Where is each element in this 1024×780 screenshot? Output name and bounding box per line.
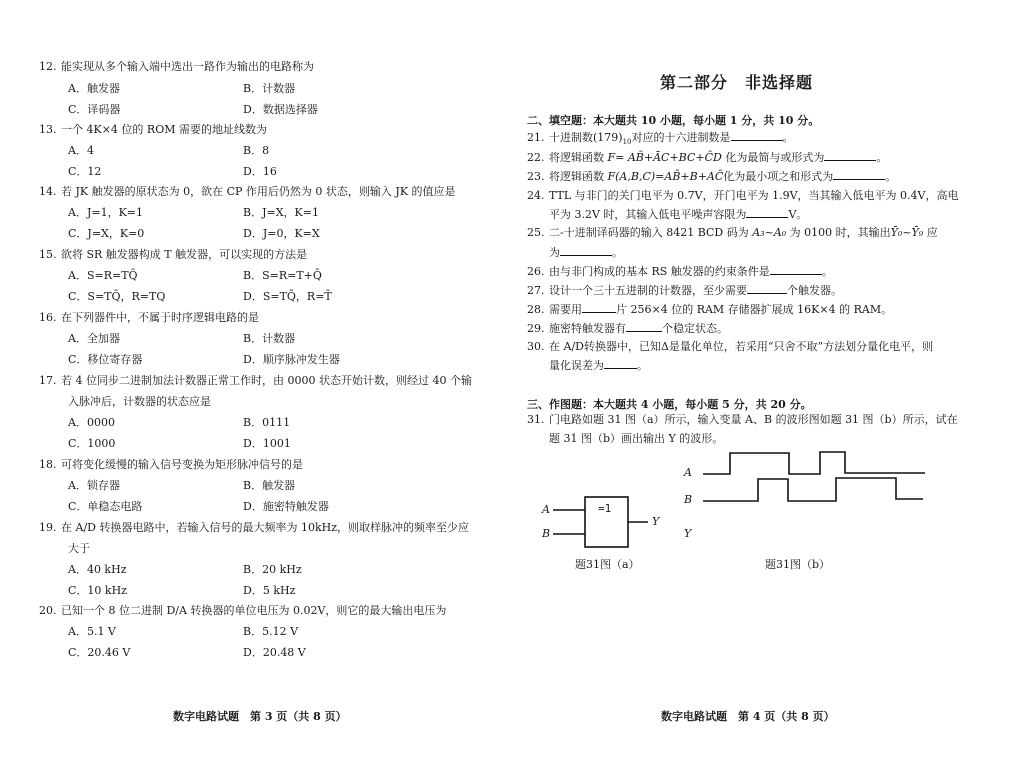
q16-option-c: C．移位寄存器 (68, 353, 143, 366)
q20-option-a: A．5.1 V (68, 625, 116, 638)
q17-option-b: B．0111 (243, 416, 291, 429)
question-30-cont: 量化误差为 。 (549, 359, 648, 372)
section-drawing-header: 三、作图题：本大题共 4 小题，每小题 5 分，共 20 分。 (527, 398, 812, 411)
question-25-cont: 为 。 (549, 246, 623, 259)
waveform-b (703, 478, 923, 501)
q19-option-b: B．20 kHz (243, 563, 302, 576)
question-17-cont: 入脉冲后，计数器的状态应是 (68, 395, 211, 408)
q14-option-b: B．J=X，K=1 (243, 206, 319, 219)
question-20: 20. 已知一个 8 位二进制 D/A 转换器的单位电压为 0.02V，则它的最大输出电压为 (39, 604, 447, 617)
q18-option-a: A．锁存器 (68, 479, 120, 492)
q14-option-c: C．J=X，K=0 (68, 227, 145, 240)
figure-b-caption: 题31图（b） (765, 558, 831, 571)
part-title: 第二部分 非选择题 (660, 73, 814, 92)
wave-label-y: Y (684, 527, 692, 540)
question-27: 27. 设计一个三十五进制的计数器，至少需要 个触发器。 (527, 284, 842, 297)
question-12: 12. 能实现从多个输入端中选出一路作为输出的电路称为 (39, 60, 314, 73)
q19-option-d: D．5 kHz (243, 584, 296, 597)
q17-option-d: D．1001 (243, 437, 291, 450)
q16-option-b: B．计数器 (243, 332, 296, 345)
q18-option-b: B．触发器 (243, 479, 296, 492)
question-18: 18. 可将变化缓慢的输入信号变换为矩形脉冲信号的是 (39, 458, 303, 471)
question-19-cont: 大于 (68, 542, 90, 555)
figure-a-caption: 题31图（a） (575, 558, 640, 571)
question-31-cont: 题 31 图（b）画出输出 Y 的波形。 (549, 432, 724, 445)
gate-label-b: B (542, 527, 551, 540)
question-31: 31. 门电路如题 31 图（a）所示，输入变量 A、B 的波形图如题 31 图（b）所示，试在 (527, 413, 958, 426)
page-footer-right: 数字电路试题 第 4 页（共 8 页） (661, 710, 835, 723)
q15-option-b: B．S=R=T+Q̄ (243, 269, 322, 282)
question-29: 29. 施密特触发器有 个稳定状态。 (527, 322, 728, 335)
q12-option-b: B．计数器 (243, 82, 296, 95)
question-23: 23. 将逻辑函数 F(A,B,C)=AB̄+B+AC̄化为最小项之和形式为 。 (527, 170, 897, 183)
q12-option-d: D．数据选择器 (243, 103, 318, 116)
q13-option-a: A．4 (68, 144, 94, 157)
question-30: 30. 在 A/D转换器中，已知Δ是量化单位，若采用“只舍不取”方法划分量化电平，则 (527, 340, 934, 353)
wave-label-a: A (684, 466, 692, 479)
q18-option-c: C．单稳态电路 (68, 500, 143, 513)
q13-option-d: D．16 (243, 165, 277, 178)
q17-option-a: A．0000 (68, 416, 115, 429)
gate-label-y: Y (652, 515, 660, 528)
waveform-a (703, 452, 925, 474)
q13-option-c: C．12 (68, 165, 102, 178)
q19-option-c: C．10 kHz (68, 584, 127, 597)
page-footer-left: 数字电路试题 第 3 页（共 8 页） (173, 710, 347, 723)
q12-option-c: C．译码器 (68, 103, 121, 116)
question-16: 16. 在下列器件中，不属于时序逻辑电路的是 (39, 311, 259, 324)
section-fill-in-header: 二、填空题：本大题共 10 小题，每小题 1 分，共 10 分。 (527, 114, 820, 127)
q13-option-b: B．8 (243, 144, 270, 157)
question-22: 22. 将逻辑函数 F= AB̄+ĀC+BC+C̄D 化为最简与或形式为 。 (527, 151, 888, 164)
question-25: 25. 二-十进制译码器的输入 8421 BCD 码为 A₃~A₀ 为 0100 时，其输出Ȳ₀~Ȳ₉ 应 (527, 226, 938, 239)
q14-option-d: D．J=0，K=X (243, 227, 320, 240)
q14-option-a: A．J=1，K=1 (68, 206, 144, 219)
question-19: 19. 在 A/D 转换器电路中，若输入信号的最大频率为 10kHz，则取样脉冲的频率至少应 (39, 521, 470, 534)
question-24-cont: 平为 3.2V 时，其输入低电平噪声容限为 V。 (549, 208, 808, 221)
question-14: 14. 若 JK 触发器的原状态为 0，欲在 CP 作用后仍然为 0 状态，则输入 JK 的值应是 (39, 185, 456, 198)
question-21: 21. 十进制数$(179)_{10}$对应的十六进制数是 。 (527, 131, 794, 147)
q20-option-c: C．20.46 V (68, 646, 131, 659)
question-15: 15. 欲将 SR 触发器构成 T 触发器，可以实现的方法是 (39, 248, 308, 261)
q16-option-a: A．全加器 (68, 332, 120, 345)
wave-label-b: B (684, 493, 693, 506)
question-28: 28. 需要用 片 256×4 位的 RAM 存储器扩展成 16K×4 的 RAM。 (527, 303, 893, 316)
q18-option-d: D．施密特触发器 (243, 500, 329, 513)
q12-option-a: A．触发器 (68, 82, 120, 95)
question-26: 26. 由与非门构成的基本 RS 触发器的约束条件是 。 (527, 265, 833, 278)
q20-option-b: B．5.12 V (243, 625, 299, 638)
q15-option-d: D．S=TQ̄，R=T̄ (243, 290, 332, 303)
question-24: 24. TTL 与非门的关门电平为 0.7V，开门电平为 1.9V，当其输入低电平为 0.4V，高电 (527, 189, 959, 202)
q15-option-a: A．S=R=TQ̄ (68, 269, 138, 282)
gate-symbol: =1 (598, 502, 612, 515)
q16-option-d: D．顺序脉冲发生器 (243, 353, 340, 366)
q20-option-d: D．20.48 V (243, 646, 306, 659)
q15-option-c: C．S=TQ̄，R=TQ (68, 290, 166, 303)
q19-option-a: A．40 kHz (68, 563, 127, 576)
gate-label-a: A (542, 503, 550, 516)
q17-option-c: C．1000 (68, 437, 116, 450)
question-13: 13. 一个 4K×4 位的 ROM 需要的地址线数为 (39, 123, 267, 136)
question-17: 17. 若 4 位同步二进制加法计数器正常工作时，由 0000 状态开始计数，则经过 40 个输 (39, 374, 472, 387)
